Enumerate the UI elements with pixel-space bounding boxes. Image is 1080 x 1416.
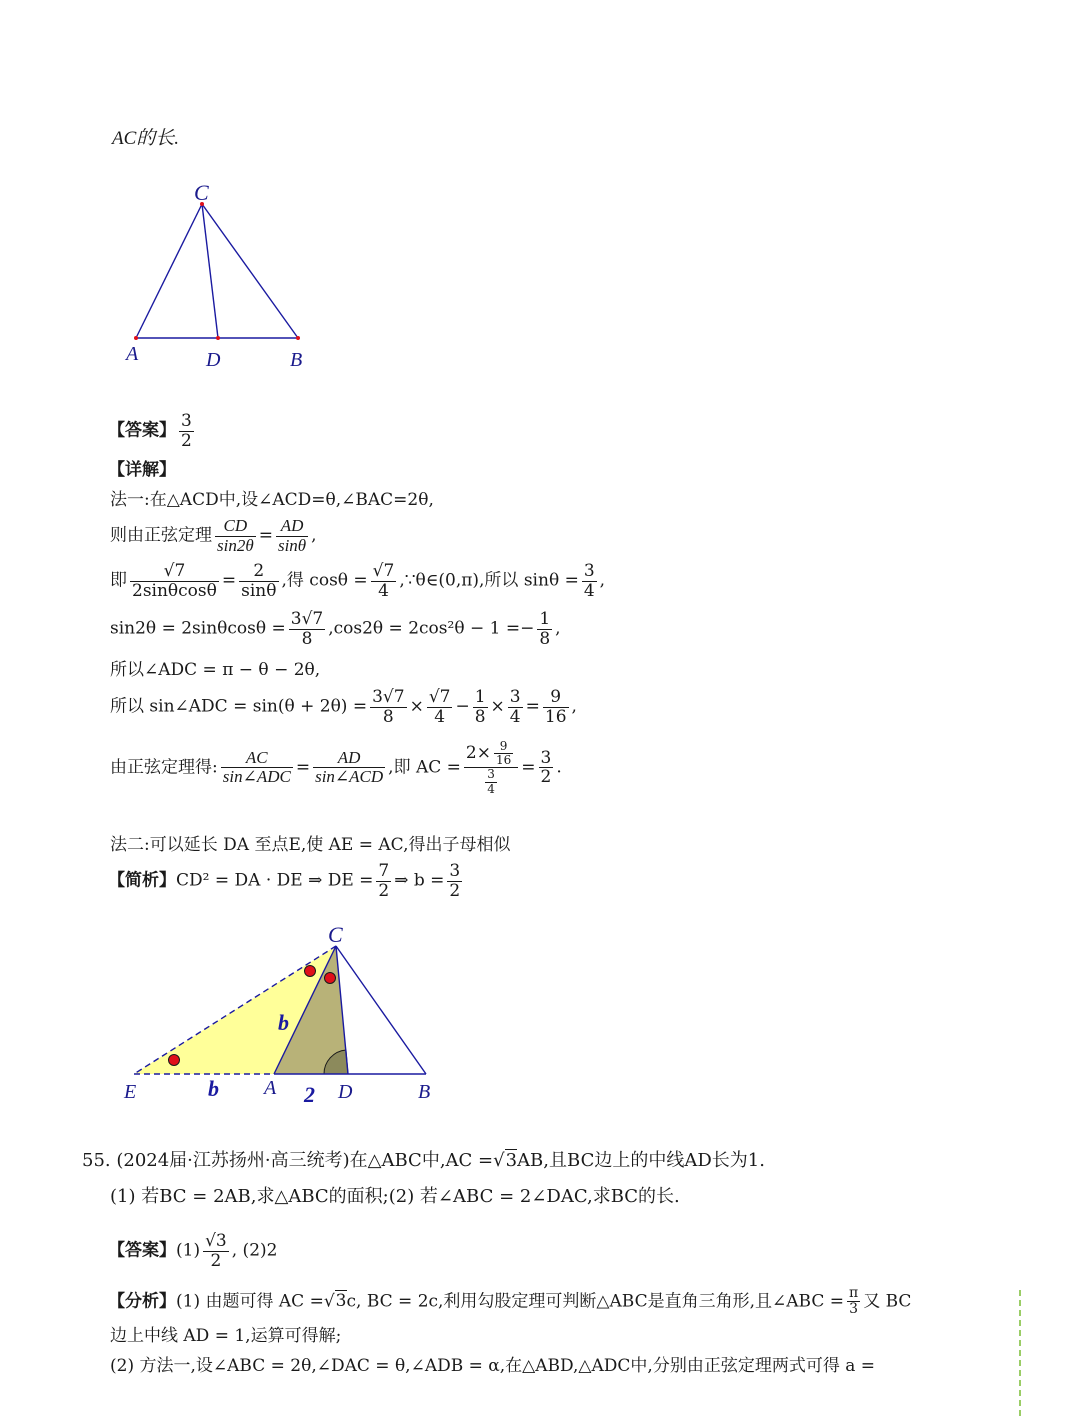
answer-line-1 — [108, 412, 197, 450]
angle-marker-dot — [325, 973, 336, 984]
q55-line-1: 55. (2024届·江苏扬州·高三统考)在△ABC中,AC =√3AB,且BC边上的中线AD长为1. — [82, 1150, 765, 1171]
fig1-label-d: D — [206, 349, 221, 371]
angle-marker-dot — [305, 966, 316, 977]
fig1-label-b: B — [290, 349, 303, 371]
fig2-label-b: B — [418, 1081, 431, 1103]
triangle-figure-2 — [110, 918, 450, 1108]
method1-line-2: 则由正弦定理 $\frac{CD}{\sin 2\theta}$ = $\frac{AD}{\sin\theta}$ , — [110, 516, 317, 555]
answer-tag: 【答案】 — [108, 420, 176, 441]
method1-line-6: 所以 sin∠ADC = sin(θ + 2θ) = $\frac{3√7}{8}$ × $\frac{√7}{4}$ − $\frac{1}{8}$ × $\frac{3}{4}$ = $\frac{9}{16}$ , — [110, 687, 577, 727]
fig2-label-bottom-b: b — [208, 1076, 219, 1101]
fig2-label-two: 2 — [304, 1082, 315, 1107]
method1-line-1: 法一:在△ACD中,设∠ACD=θ,∠BAC=2θ, — [110, 490, 434, 510]
q55-answer: 【答案】(1) $\frac{√3}{2}$ , (2)2 — [108, 1231, 278, 1271]
fig2-label-a: A — [264, 1077, 277, 1099]
margin-dashed-line — [1019, 1290, 1021, 1416]
method1-line-7: 由正弦定理得: AC sin∠ADC = AD sin∠ACD ,即 AC = 2× $\frac{9}{16}$ $\frac{3}{4}$ = $\frac{3}{2}$ . — [110, 739, 562, 796]
detail-tag: 【详解】 — [108, 460, 176, 480]
top-line: AC的长. — [112, 128, 180, 149]
method1-line-5: 所以∠ADC = π − θ − 2θ, — [110, 660, 321, 680]
answer-fraction: $\frac{3}{2}$ — [181, 411, 192, 451]
method2-line-2: 【简析】CD² = DA · DE ⇒ DE = $\frac{7}{2}$ ⇒ b = $\frac{3}{2}$ — [108, 861, 461, 901]
method2-line-1: 法二:可以延长 DA 至点E,使 AE = AC,得出子母相似 — [110, 835, 511, 855]
fig1-label-a: A — [126, 343, 139, 365]
method1-line-4: sin2θ = 2sinθcosθ = $\frac{3√7}{8}$ ,cos2θ = 2cos²θ − 1 =− $\frac{1}{8}$ , — [110, 609, 561, 649]
triangle-figure-1 — [100, 170, 340, 380]
compound-fraction: 2× $\frac{9}{16}$ $\frac{3}{4}$ — [464, 740, 518, 796]
q55-analysis-line-3: (2) 方法一,设∠ABC = 2θ,∠DAC = θ,∠ADB = α,在△ABD,△ADC中,分别由正弦定理两式可得 a = — [110, 1356, 876, 1376]
fig2-label-c: C — [328, 922, 343, 947]
method1-line-3: 即 $\frac{√7}{2\sin\theta\cos\theta}$ = $\frac{2}{\sin\theta}$ ,得 cosθ = $\frac{√7}{4}$ ,∵θ∈(0,π),所以 sinθ = $\frac{3}{4}$ , — [110, 561, 606, 601]
fig2-label-e: E — [124, 1081, 137, 1103]
q55-analysis-line-2: 边上中线 AD = 1,运算可得解; — [110, 1326, 342, 1346]
fig1-label-c: C — [194, 180, 209, 205]
fig2-label-d: D — [338, 1081, 353, 1103]
q55-analysis-line-1: 【分析】(1) 由题可得 AC =√3c, BC = 2c,利用勾股定理可判断△ABC是直角三角形,且∠ABC = $\frac{\pi}{3}$ 又 BC — [108, 1285, 912, 1318]
q55-line-2: (1) 若BC = 2AB,求△ABC的面积;(2) 若∠ABC = 2∠DAC,求BC的长. — [110, 1186, 680, 1207]
angle-marker-dot — [169, 1055, 180, 1066]
fig2-label-side-b: b — [278, 1010, 289, 1035]
